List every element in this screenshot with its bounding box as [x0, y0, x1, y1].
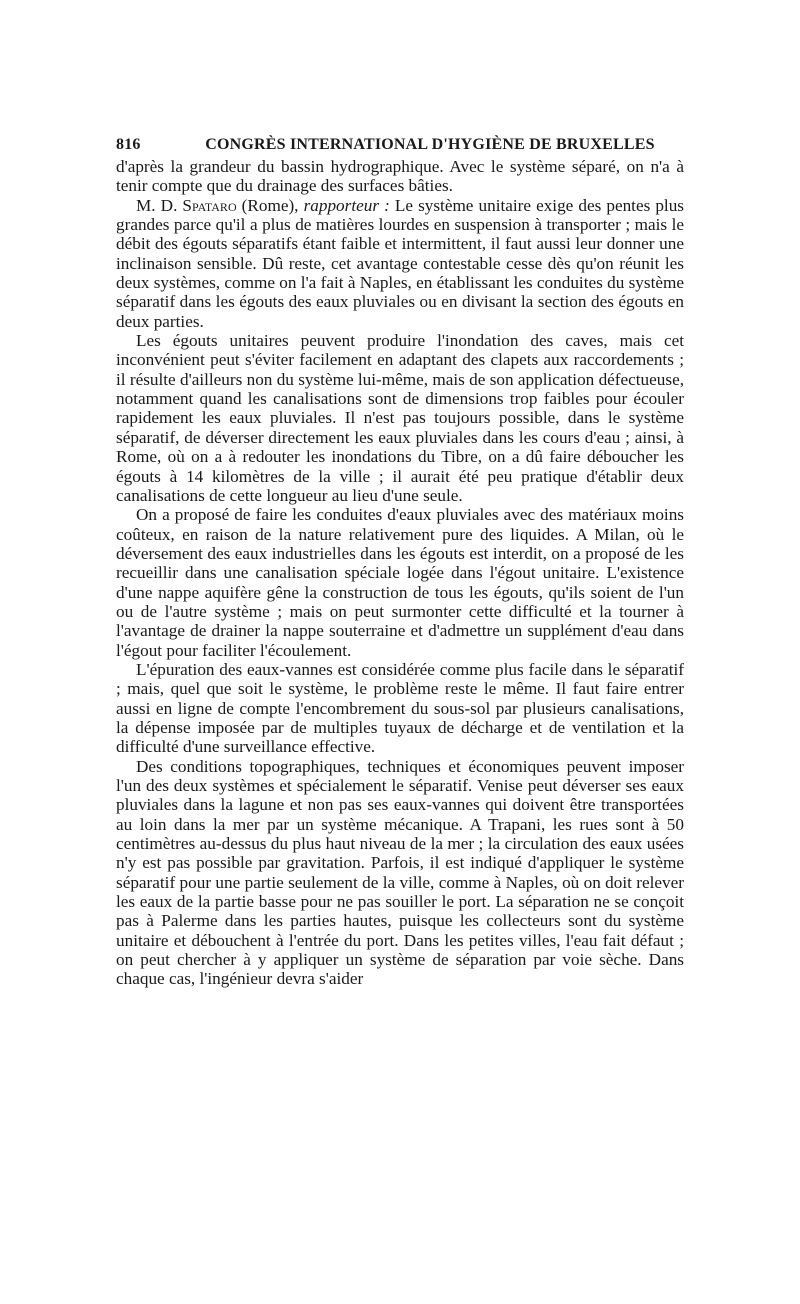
page-number: 816: [116, 136, 141, 153]
running-title: CONGRÈS INTERNATIONAL D'HYGIÈNE DE BRUXELLES: [205, 136, 655, 153]
paragraph-2: [116, 196, 684, 331]
paragraph-5: L'épuration des eaux-vannes est considérée comme plus facile dans le séparatif ; mais, quel que soit le système, le problème reste le même. Il faut faire entrer aussi en ligne de compte l'encombrement du sous-sol par plusieurs canalisations, la dépense imposée par de multiples tuyaux de décharge et de ventilation et la difficulté d'une surveillance effective.: [116, 659, 684, 757]
speaker-role: rapporteur :: [303, 195, 390, 215]
paragraph-4: On a proposé de faire les conduites d'eaux pluviales avec des matériaux moins coûteux, en raison de la nature relativement pure des liquides. A Milan, où le déversement des eaux industrielles dans les égouts est interdit, on a proposé de les recueillir dans une canalisation spéciale logée dans l'égout unitaire. L'existence d'une nappe aquifère gêne la construction de tous les égouts, qu'ils soient de l'un ou de l'autre système ; mais on peut surmonter cette difficulté et la tourner à l'avantage de drainer la nappe souterraine et d'admettre un supplément d'eau dans l'égout pour faciliter l'écoulement.: [116, 505, 684, 660]
speaker-origin: (Rome),: [236, 195, 304, 215]
paragraph-2-text: Le système unitaire exige des pentes plus grandes parce qu'il a plus de matières lourdes en suspension à transporter ; mais le débit des égouts séparatifs étant faible et intermittent, il faut aussi leur donner une inclinaison sensible. Dû reste, cet avantage contestable cesse dès qu'on réunit les deux systèmes, comme on l'a fait à Naples, en établissant les conduites du système séparatif dans les égouts des eaux pluviales ou en divisant la section des égouts en deux parties.: [116, 195, 684, 331]
book-page: [116, 136, 684, 989]
paragraph-6: Des conditions topographiques, techniques et économiques peuvent imposer l'un des deux systèmes et spécialement le séparatif. Venise peut déverser ses eaux pluviales dans la lagune et non pas ses eaux-vannes qui doivent être transportées au loin dans la mer par un système mécanique. A Trapani, les rues sont à 50 centimètres au-dessus du plus haut niveau de la mer ; la circulation des eaux usées n'y est pas possible par gravitation. Parfois, il est indiqué d'appliquer le système séparatif pour une partie seulement de la ville, comme à Naples, où on doit relever les eaux de la partie basse pour ne pas souiller le port. La séparation ne se conçoit pas à Palerme dans les parties hautes, puisque les collecteurs sont du système unitaire et débouchent à l'entrée du port. Dans les petites villes, l'eau fait défaut ; on peut chercher à y appliquer un système de séparation par voie sèche. Dans chaque cas, l'ingénieur devra s'aider: [116, 756, 684, 989]
paragraph-1: d'après la grandeur du bassin hydrographique. Avec le système séparé, on n'a à tenir compte que du drainage des surfaces bâties.: [116, 157, 684, 196]
paragraph-3: Les égouts unitaires peuvent produire l'inondation des caves, mais cet inconvénient peut s'éviter facilement en adaptant des clapets aux raccordements ; il résulte d'ailleurs non du système lui-même, mais de son application défectueuse, notamment quand les canalisations sont de dimensions trop faibles pour écouler rapidement les eaux pluviales. Il n'est pas toujours possible, dans le système séparatif, de déverser directement les eaux pluviales dans les cours d'eau ; ainsi, à Rome, où on a à redouter les inondations du Tibre, on a dû faire déboucher les égouts à 14 kilomètres de la ville ; il aurait été peu pratique d'établir deux canalisations de cette longueur au lieu d'une seule.: [116, 331, 684, 505]
running-header: [116, 136, 684, 154]
speaker-name: M. D. Spataro: [136, 195, 237, 215]
